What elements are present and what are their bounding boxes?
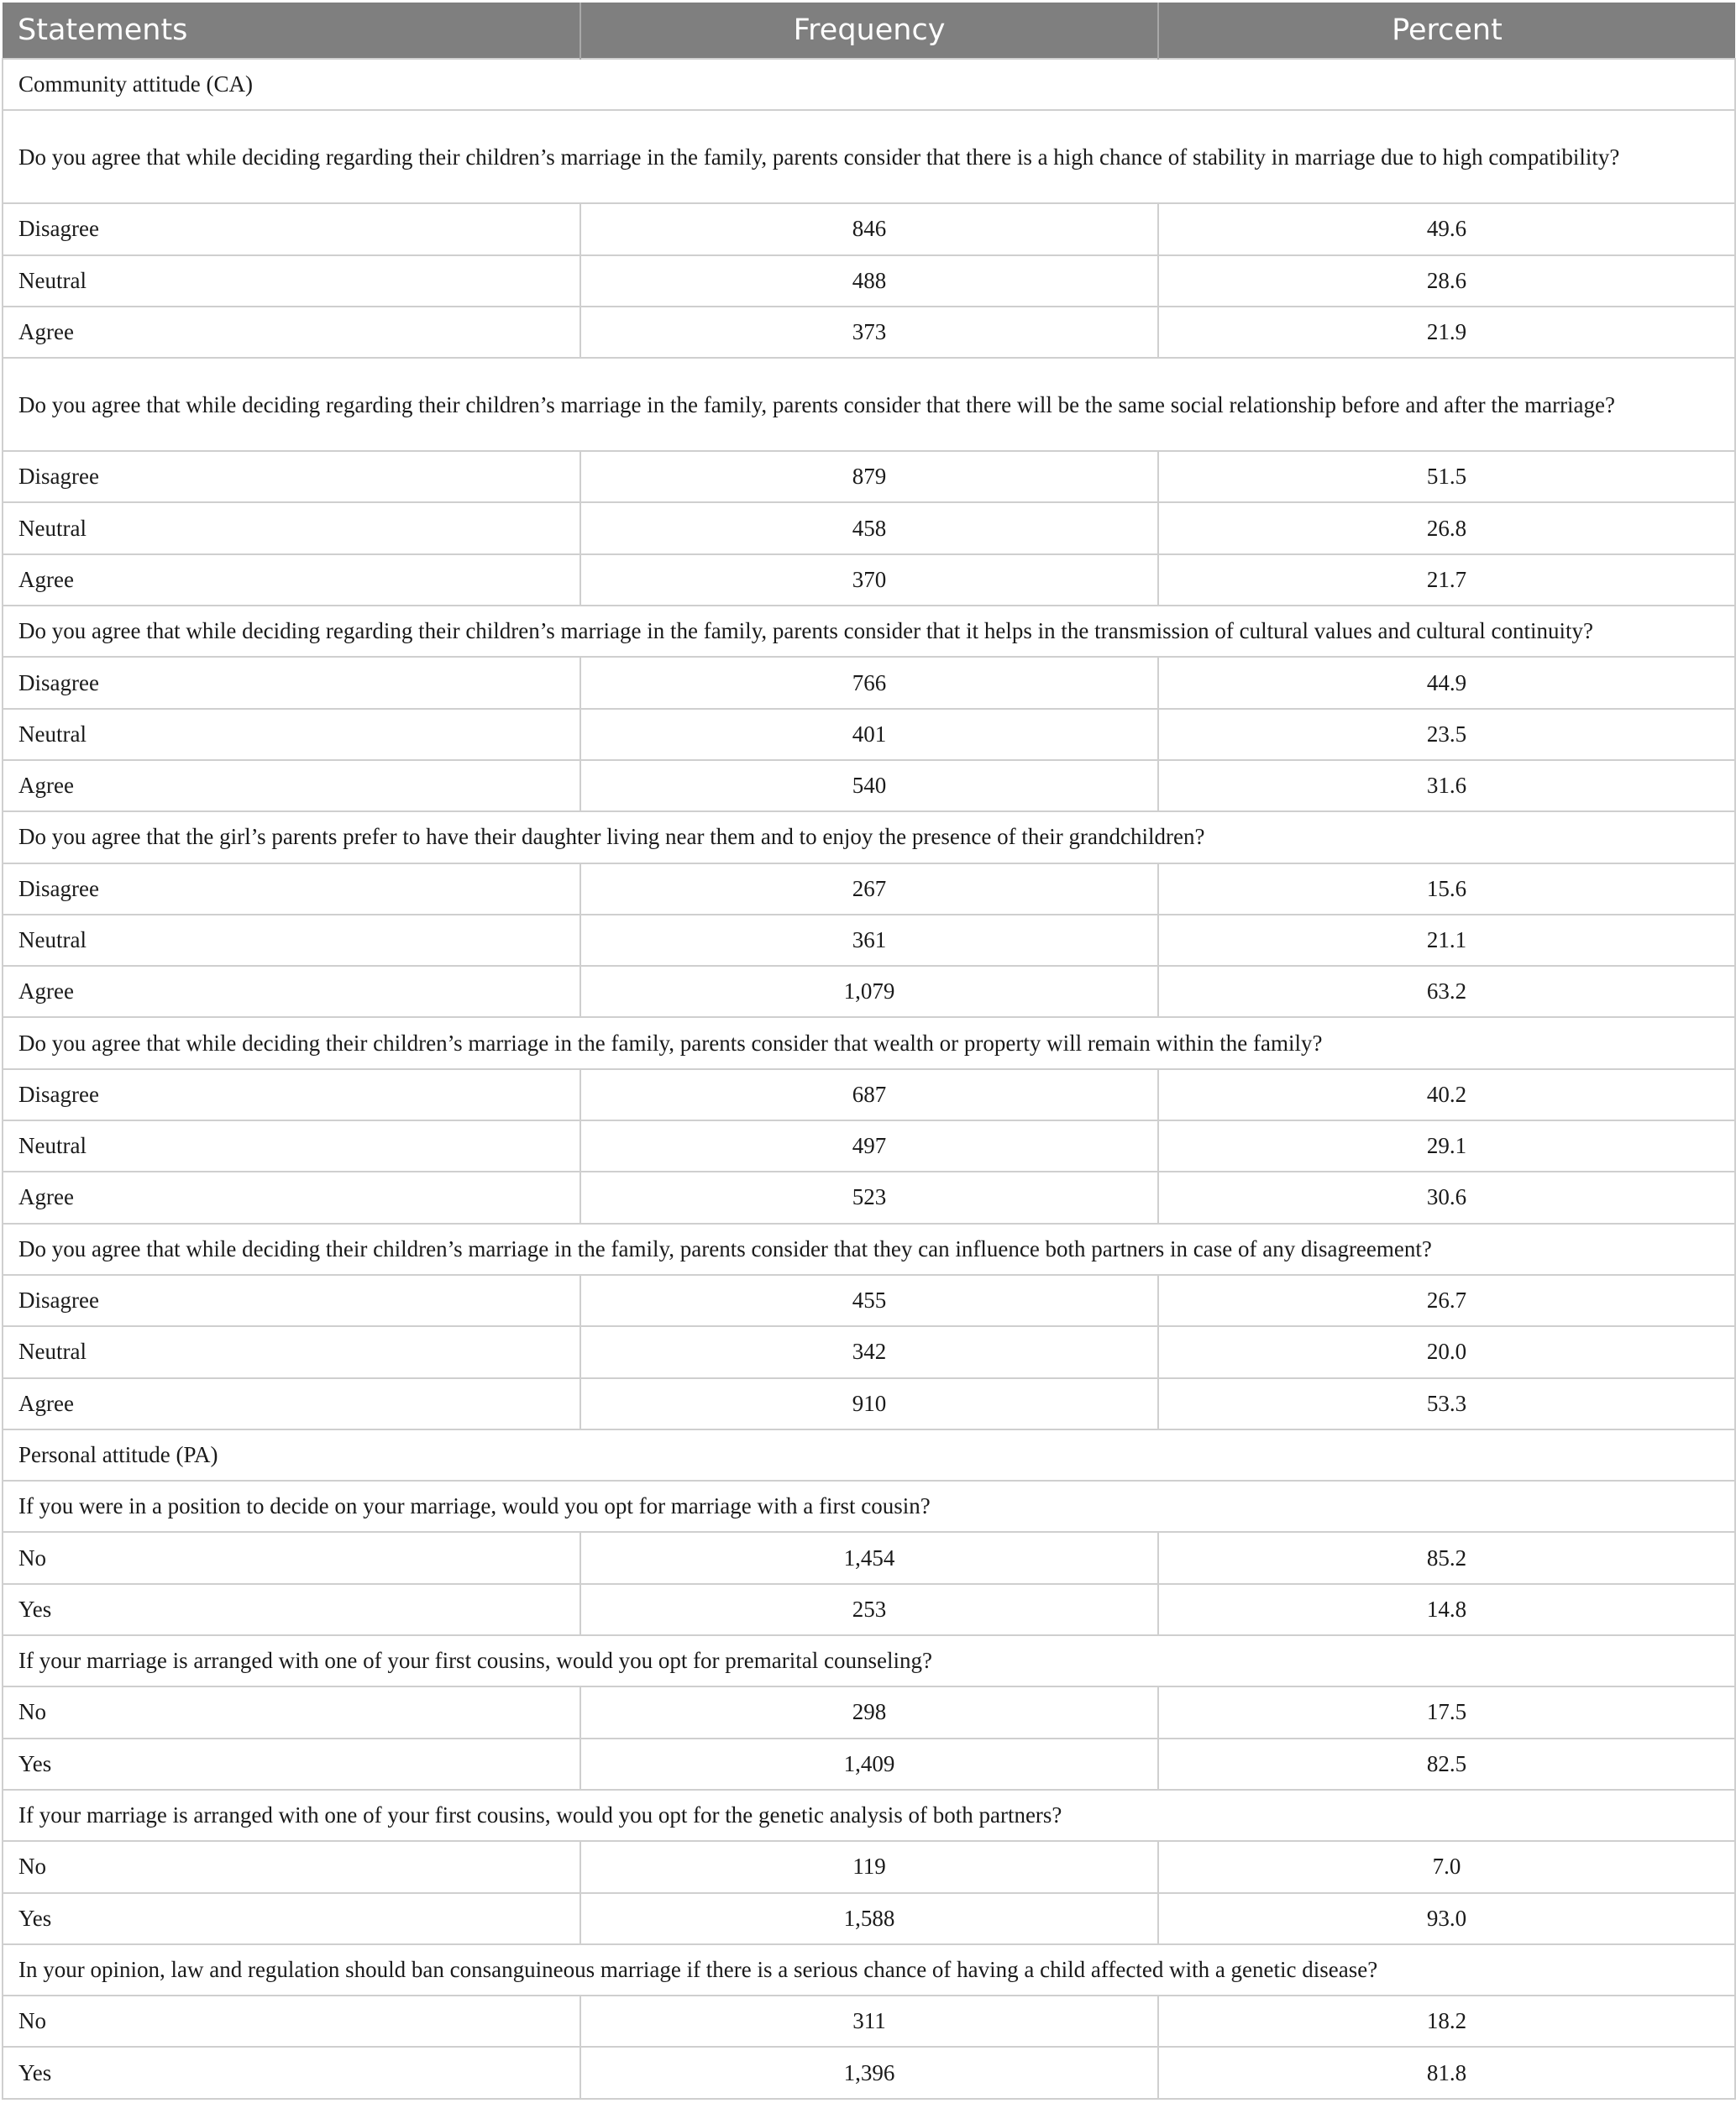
question-text: Do you agree that while deciding regarding their children’s marriage in the family, parents consider that there is a high chance of stability in marriage due to high compatibility? <box>3 110 1735 203</box>
frequency-value: 370 <box>580 554 1158 606</box>
response-label: Neutral <box>3 709 580 760</box>
response-label: Disagree <box>3 1275 580 1326</box>
question-row <box>3 1790 1735 1841</box>
percent-value: 29.1 <box>1158 1120 1735 1172</box>
response-label: Agree <box>3 760 580 811</box>
question-row <box>3 1224 1735 1275</box>
frequency-value: 488 <box>580 255 1158 307</box>
percent-value: 15.6 <box>1158 863 1735 915</box>
frequency-value: 458 <box>580 502 1158 553</box>
question-row <box>3 811 1735 863</box>
table-row <box>3 1120 1735 1172</box>
response-label: Yes <box>3 2047 580 2098</box>
response-label: Neutral <box>3 1326 580 1377</box>
response-label: Agree <box>3 966 580 1017</box>
percent-value: 17.5 <box>1158 1686 1735 1738</box>
question-row <box>3 358 1735 451</box>
frequency-value: 766 <box>580 657 1158 708</box>
percent-value: 31.6 <box>1158 760 1735 811</box>
question-text: Do you agree that the girl’s parents prefer to have their daughter living near them and to enjoy the presence of their grandchildren? <box>3 811 1735 863</box>
response-label: No <box>3 1996 580 2047</box>
table-row <box>3 1532 1735 1583</box>
table-row <box>3 554 1735 606</box>
table-row <box>3 915 1735 966</box>
response-label: Disagree <box>3 203 580 254</box>
frequency-value: 311 <box>580 1996 1158 2047</box>
table-row <box>3 1686 1735 1738</box>
frequency-value: 373 <box>580 307 1158 358</box>
frequency-value: 401 <box>580 709 1158 760</box>
table-row <box>3 966 1735 1017</box>
frequency-value: 846 <box>580 203 1158 254</box>
response-label: Neutral <box>3 255 580 307</box>
question-row <box>3 606 1735 657</box>
frequency-value: 687 <box>580 1069 1158 1120</box>
percent-value: 21.9 <box>1158 307 1735 358</box>
percent-value: 23.5 <box>1158 709 1735 760</box>
table-row <box>3 1275 1735 1326</box>
table-row <box>3 1739 1735 1790</box>
section-title: Personal attitude (PA) <box>3 1429 1735 1481</box>
response-label: Agree <box>3 307 580 358</box>
table-row <box>3 1172 1735 1223</box>
section-row <box>3 1429 1735 1481</box>
header-frequency: Frequency <box>580 3 1158 59</box>
percent-value: 14.8 <box>1158 1584 1735 1635</box>
table-row <box>3 1841 1735 1892</box>
question-text: Do you agree that while deciding regarding their children’s marriage in the family, parents consider that it helps in the transmission of cultural values and cultural continuity? <box>3 606 1735 657</box>
table-row <box>3 1584 1735 1635</box>
table-row <box>3 863 1735 915</box>
frequency-value: 1,588 <box>580 1893 1158 1944</box>
frequency-value: 267 <box>580 863 1158 915</box>
frequency-value: 361 <box>580 915 1158 966</box>
table-row <box>3 502 1735 553</box>
response-label: Disagree <box>3 1069 580 1120</box>
percent-value: 93.0 <box>1158 1893 1735 1944</box>
frequency-value: 1,079 <box>580 966 1158 1017</box>
response-label: Disagree <box>3 451 580 502</box>
response-label: Neutral <box>3 502 580 553</box>
question-row <box>3 110 1735 203</box>
question-text: Do you agree that while deciding their children’s marriage in the family, parents consider that wealth or property will remain within the family? <box>3 1017 1735 1068</box>
frequency-value: 523 <box>580 1172 1158 1223</box>
question-text: Do you agree that while deciding regarding their children’s marriage in the family, parents consider that there will be the same social relationship before and after the marriage? <box>3 358 1735 451</box>
table-row <box>3 1326 1735 1377</box>
table-row <box>3 1378 1735 1429</box>
table-row <box>3 451 1735 502</box>
percent-value: 63.2 <box>1158 966 1735 1017</box>
percent-value: 81.8 <box>1158 2047 1735 2098</box>
percent-value: 20.0 <box>1158 1326 1735 1377</box>
percent-value: 85.2 <box>1158 1532 1735 1583</box>
percent-value: 21.1 <box>1158 915 1735 966</box>
question-text: If your marriage is arranged with one of your first cousins, would you opt for the genetic analysis of both partners? <box>3 1790 1735 1841</box>
frequency-value: 1,454 <box>580 1532 1158 1583</box>
response-label: Neutral <box>3 915 580 966</box>
response-label: Agree <box>3 1378 580 1429</box>
question-text: Do you agree that while deciding their children’s marriage in the family, parents consider that they can influence both partners in case of any disagreement? <box>3 1224 1735 1275</box>
table-row <box>3 203 1735 254</box>
frequency-value: 119 <box>580 1841 1158 1892</box>
question-text: If you were in a position to decide on your marriage, would you opt for marriage with a first cousin? <box>3 1481 1735 1532</box>
question-row <box>3 1017 1735 1068</box>
table-row <box>3 255 1735 307</box>
response-label: No <box>3 1532 580 1583</box>
response-label: Yes <box>3 1893 580 1944</box>
table-row <box>3 709 1735 760</box>
question-text: In your opinion, law and regulation should ban consanguineous marriage if there is a serious chance of having a child affected with a genetic disease? <box>3 1944 1735 1996</box>
question-text: If your marriage is arranged with one of your first cousins, would you opt for premarital counseling? <box>3 1635 1735 1686</box>
frequency-value: 1,409 <box>580 1739 1158 1790</box>
attitudes-table <box>2 3 1736 2100</box>
frequency-value: 540 <box>580 760 1158 811</box>
percent-value: 44.9 <box>1158 657 1735 708</box>
frequency-value: 910 <box>580 1378 1158 1429</box>
response-label: Agree <box>3 554 580 606</box>
percent-value: 21.7 <box>1158 554 1735 606</box>
percent-value: 53.3 <box>1158 1378 1735 1429</box>
percent-value: 28.6 <box>1158 255 1735 307</box>
percent-value: 26.7 <box>1158 1275 1735 1326</box>
table-body <box>3 59 1735 2099</box>
response-label: Yes <box>3 1584 580 1635</box>
header-percent: Percent <box>1158 3 1735 59</box>
response-label: Yes <box>3 1739 580 1790</box>
table-row <box>3 307 1735 358</box>
frequency-value: 298 <box>580 1686 1158 1738</box>
frequency-value: 342 <box>580 1326 1158 1377</box>
table-row <box>3 1996 1735 2047</box>
frequency-value: 879 <box>580 451 1158 502</box>
section-title: Community attitude (CA) <box>3 59 1735 110</box>
frequency-value: 253 <box>580 1584 1158 1635</box>
frequency-value: 497 <box>580 1120 1158 1172</box>
response-label: Disagree <box>3 657 580 708</box>
percent-value: 30.6 <box>1158 1172 1735 1223</box>
response-label: Disagree <box>3 863 580 915</box>
response-label: No <box>3 1841 580 1892</box>
table-row <box>3 2047 1735 2098</box>
percent-value: 26.8 <box>1158 502 1735 553</box>
percent-value: 18.2 <box>1158 1996 1735 2047</box>
response-label: Agree <box>3 1172 580 1223</box>
percent-value: 49.6 <box>1158 203 1735 254</box>
frequency-value: 455 <box>580 1275 1158 1326</box>
question-row <box>3 1481 1735 1532</box>
table-row <box>3 1069 1735 1120</box>
frequency-value: 1,396 <box>580 2047 1158 2098</box>
response-label: No <box>3 1686 580 1738</box>
section-row <box>3 59 1735 110</box>
table-row <box>3 760 1735 811</box>
table-header-row <box>3 3 1735 59</box>
percent-value: 7.0 <box>1158 1841 1735 1892</box>
table-row <box>3 657 1735 708</box>
header-statements: Statements <box>3 3 580 59</box>
response-label: Neutral <box>3 1120 580 1172</box>
percent-value: 40.2 <box>1158 1069 1735 1120</box>
percent-value: 51.5 <box>1158 451 1735 502</box>
question-row <box>3 1635 1735 1686</box>
table-row <box>3 1893 1735 1944</box>
question-row <box>3 1944 1735 1996</box>
percent-value: 82.5 <box>1158 1739 1735 1790</box>
